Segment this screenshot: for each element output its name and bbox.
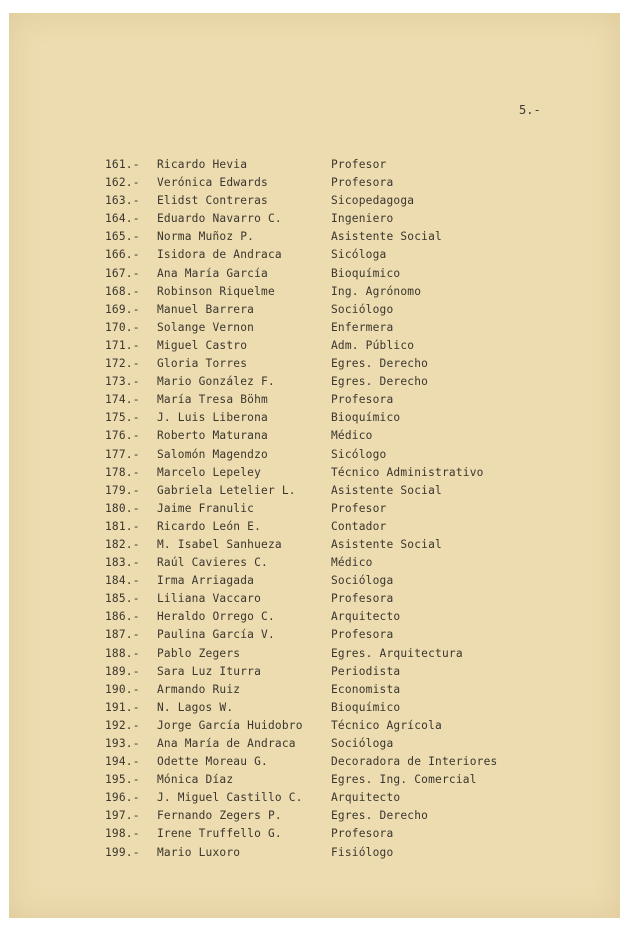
entry-name: Armando Ruiz xyxy=(157,682,241,696)
entry-number: 181.- xyxy=(105,519,140,533)
entry-number: 179.- xyxy=(105,483,140,497)
entry-number: 185.- xyxy=(105,592,140,606)
entry-profession: Egres. Derecho xyxy=(331,375,429,389)
list-item xyxy=(105,482,525,500)
entry-profession: Socióloga xyxy=(331,737,394,750)
entry-number: 175.- xyxy=(105,411,140,425)
list-item xyxy=(105,699,525,717)
entry-number: 176.- xyxy=(105,429,140,443)
entry-name: Sara Luz Iturra xyxy=(157,664,262,678)
entry-name: Paulina García V. xyxy=(157,628,275,642)
entry-profession: Sociólogo xyxy=(331,302,394,316)
entry-name: Elidst Contreras xyxy=(157,194,268,208)
list-item xyxy=(105,301,525,319)
entry-profession: Asistente Social xyxy=(331,537,442,551)
entry-name: Jaime Franulic xyxy=(157,501,255,515)
list-item xyxy=(105,246,525,264)
entry-name: Irene Truffello G. xyxy=(157,827,282,841)
entry-number: 198.- xyxy=(105,827,140,841)
entry-profession: Decoradora de Interiores xyxy=(331,755,498,769)
document-page xyxy=(9,13,620,918)
list-item xyxy=(105,500,525,518)
entry-number: 174.- xyxy=(105,393,140,407)
list-item xyxy=(105,536,525,554)
list-item xyxy=(105,192,525,210)
entry-name: Ricardo Hevia xyxy=(157,158,248,171)
entry-name: J. Miguel Castillo C. xyxy=(157,791,303,805)
entry-name: Eduardo Navarro C. xyxy=(157,212,282,226)
entry-number: 196.- xyxy=(105,791,140,805)
list-item xyxy=(105,771,525,789)
list-item xyxy=(105,645,525,663)
entry-number: 173.- xyxy=(105,375,140,389)
entry-name: Norma Muñoz P. xyxy=(157,230,255,244)
list-item xyxy=(105,844,525,862)
entry-number: 182.- xyxy=(105,537,140,551)
entry-number: 163.- xyxy=(105,194,140,208)
list-item xyxy=(105,427,525,445)
list-item xyxy=(105,337,525,355)
entry-number: 180.- xyxy=(105,501,140,515)
list-item xyxy=(105,283,525,301)
entry-number: 169.- xyxy=(105,302,140,316)
entry-name: Ricardo León E. xyxy=(157,519,262,533)
entry-name: Roberto Maturana xyxy=(157,429,268,443)
entry-name: Raúl Cavieres C. xyxy=(157,556,268,570)
entry-profession: Asistente Social xyxy=(331,483,442,497)
list-item xyxy=(105,464,525,482)
entry-profession: Enfermera xyxy=(331,320,394,334)
entry-number: 168.- xyxy=(105,284,140,298)
list-item xyxy=(105,807,525,825)
entry-number: 191.- xyxy=(105,700,140,714)
list-item xyxy=(105,518,525,536)
entry-name: J. Luis Liberona xyxy=(157,411,268,425)
entry-number: 189.- xyxy=(105,664,140,678)
entry-number: 195.- xyxy=(105,773,140,787)
entry-name: Salomón Magendzo xyxy=(157,447,268,461)
entry-number: 186.- xyxy=(105,610,140,624)
entry-profession: Médico xyxy=(331,429,373,443)
entry-name: Manuel Barrera xyxy=(157,302,255,316)
entry-profession: Periodista xyxy=(331,664,401,678)
entry-number: 166.- xyxy=(105,248,140,262)
entry-name: María Tresa Böhm xyxy=(157,393,268,407)
entry-number: 193.- xyxy=(105,737,140,750)
list-item xyxy=(105,753,525,771)
entry-number: 184.- xyxy=(105,574,140,588)
entry-profession: Ing. Agrónomo xyxy=(331,284,422,298)
entry-profession: Bioquímico xyxy=(331,411,401,425)
entry-profession: Socióloga xyxy=(331,574,394,588)
entry-number: 171.- xyxy=(105,338,140,352)
list-item xyxy=(105,391,525,409)
entry-profession: Arquitecto xyxy=(331,610,401,624)
entry-profession: Adm. Público xyxy=(331,338,415,352)
list-item xyxy=(105,717,525,735)
entry-profession: Médico xyxy=(331,556,373,570)
entry-name: Gabriela Letelier L. xyxy=(157,483,296,497)
member-list xyxy=(105,156,525,862)
entry-profession: Profesora xyxy=(331,592,394,606)
entry-profession: Profesor xyxy=(331,158,387,171)
entry-name: Isidora de Andraca xyxy=(157,248,282,262)
list-item xyxy=(105,373,525,391)
entry-name: M. Isabel Sanhueza xyxy=(157,537,282,551)
page-number: 5.- xyxy=(519,103,541,117)
list-item xyxy=(105,319,525,337)
entry-number: 164.- xyxy=(105,212,140,226)
entry-number: 197.- xyxy=(105,809,140,823)
list-item xyxy=(105,174,525,192)
list-item xyxy=(105,590,525,608)
entry-number: 162.- xyxy=(105,176,140,190)
list-item xyxy=(105,681,525,699)
entry-name: Mario Luxoro xyxy=(157,845,241,859)
entry-profession: Asistente Social xyxy=(331,230,442,244)
entry-number: 188.- xyxy=(105,646,140,660)
entry-name: Fernando Zegers P. xyxy=(157,809,282,823)
entry-profession: Sicóloga xyxy=(331,248,387,262)
entry-number: 165.- xyxy=(105,230,140,244)
entry-profession: Egres. Arquitectura xyxy=(331,646,463,660)
entry-profession: Egres. Derecho xyxy=(331,357,429,371)
list-item xyxy=(105,156,525,174)
entry-name: Verónica Edwards xyxy=(157,176,268,190)
entry-name: Ana María García xyxy=(157,266,268,280)
entry-name: Miguel Castro xyxy=(157,338,248,352)
list-item xyxy=(105,789,525,807)
entry-name: Ana María de Andraca xyxy=(157,737,296,750)
entry-number: 178.- xyxy=(105,465,140,479)
entry-profession: Sicopedagoga xyxy=(331,194,415,208)
list-item xyxy=(105,663,525,681)
entry-profession: Profesor xyxy=(331,501,387,515)
entry-profession: Técnico Agrícola xyxy=(331,718,442,732)
entry-name: Mónica Díaz xyxy=(157,773,234,787)
list-item xyxy=(105,554,525,572)
entry-name: Robinson Riquelme xyxy=(157,284,275,298)
entry-number: 194.- xyxy=(105,755,140,769)
list-item xyxy=(105,409,525,427)
entry-profession: Contador xyxy=(331,519,387,533)
entry-number: 161.- xyxy=(105,158,140,171)
entry-profession: Sicólogo xyxy=(331,447,387,461)
entry-number: 172.- xyxy=(105,357,140,371)
list-item xyxy=(105,626,525,644)
list-item xyxy=(105,355,525,373)
entry-name: Jorge García Huidobro xyxy=(157,718,303,732)
list-item xyxy=(105,735,525,753)
entry-profession: Profesora xyxy=(331,176,394,190)
entry-profession: Técnico Administrativo xyxy=(331,465,484,479)
entry-number: 192.- xyxy=(105,718,140,732)
entry-name: Liliana Vaccaro xyxy=(157,592,262,606)
entry-profession: Bioquímico xyxy=(331,266,401,280)
list-item xyxy=(105,265,525,283)
entry-profession: Ingeniero xyxy=(331,212,394,226)
entry-profession: Profesora xyxy=(331,827,394,841)
entry-number: 167.- xyxy=(105,266,140,280)
entry-profession: Egres. Ing. Comercial xyxy=(331,773,477,787)
entry-name: Irma Arriagada xyxy=(157,574,255,588)
entry-name: Gloria Torres xyxy=(157,357,248,371)
entry-name: Solange Vernon xyxy=(157,320,255,334)
entry-number: 177.- xyxy=(105,447,140,461)
entry-profession: Profesora xyxy=(331,393,394,407)
list-item xyxy=(105,210,525,228)
entry-number: 183.- xyxy=(105,556,140,570)
entry-profession: Egres. Derecho xyxy=(331,809,429,823)
list-item xyxy=(105,572,525,590)
entry-number: 199.- xyxy=(105,845,140,859)
entry-name: Heraldo Orrego C. xyxy=(157,610,275,624)
entry-name: N. Lagos W. xyxy=(157,700,234,714)
entry-name: Mario González F. xyxy=(157,375,275,389)
entry-name: Pablo Zegers xyxy=(157,646,241,660)
entry-profession: Arquitecto xyxy=(331,791,401,805)
list-item xyxy=(105,608,525,626)
entry-number: 170.- xyxy=(105,320,140,334)
entry-profession: Fisiólogo xyxy=(331,845,394,859)
entry-profession: Bioquímico xyxy=(331,700,401,714)
list-item xyxy=(105,446,525,464)
list-item xyxy=(105,228,525,246)
entry-profession: Economista xyxy=(331,682,401,696)
entry-name: Odette Moreau G. xyxy=(157,755,268,769)
list-item xyxy=(105,825,525,843)
entry-name: Marcelo Lepeley xyxy=(157,465,262,479)
entry-number: 187.- xyxy=(105,628,140,642)
entry-number: 190.- xyxy=(105,682,140,696)
entry-profession: Profesora xyxy=(331,628,394,642)
